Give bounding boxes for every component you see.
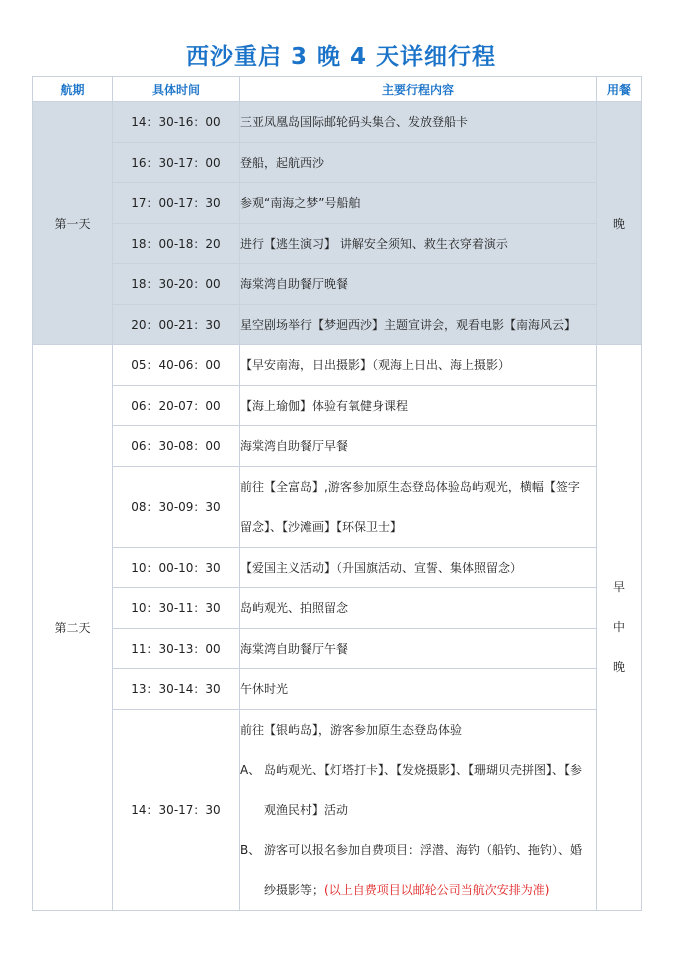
table-row: [33, 264, 642, 305]
row-time: 13：30-14：30: [113, 669, 240, 710]
row-content: 登船，起航西沙: [240, 142, 597, 183]
row-content: 【早安南海，日出摄影】（观海上日出、海上摄影）: [240, 345, 597, 386]
row-time: 17：00-17：30: [113, 183, 240, 224]
table-row: [33, 223, 642, 264]
row-time: 05：40-06：00: [113, 345, 240, 386]
row-content: 海棠湾自助餐厅晚餐: [240, 264, 597, 305]
day2-label: 第二天: [33, 345, 113, 911]
row-time: 16：30-17：00: [113, 142, 240, 183]
option-a-label: A、: [240, 762, 261, 777]
table-row: [33, 102, 642, 143]
row-content: 午休时光: [240, 669, 597, 710]
option-b-label: B、: [240, 842, 261, 857]
table-row: [33, 466, 642, 547]
header-time: 具体时间: [113, 77, 240, 102]
day1-label: 第一天: [33, 102, 113, 345]
row-content: [240, 709, 597, 910]
row-content: [240, 466, 597, 547]
table-row: [33, 142, 642, 183]
row-content: 【爱国主义活动】（升国旗活动、宣誓、集体照留念）: [240, 547, 597, 588]
row-time: 14：30-17：30: [113, 709, 240, 910]
table-row: [33, 345, 642, 386]
row-time: 10：00-10：30: [113, 547, 240, 588]
row-time: 18：30-20：00: [113, 264, 240, 305]
day2-meal: [597, 345, 642, 911]
row-time: 14：30-16：00: [113, 102, 240, 143]
row-time: 08：30-09：30: [113, 466, 240, 547]
meal-dinner: 晚: [612, 660, 625, 675]
option-b: [240, 830, 596, 910]
header-content: 主要行程内容: [240, 77, 597, 102]
row-content: 进行【逃生演习】 讲解安全须知、救生衣穿着演示: [240, 223, 597, 264]
option-b-text: [264, 830, 590, 910]
day1-section: [33, 102, 642, 345]
table-row: [33, 385, 642, 426]
table-row: [33, 628, 642, 669]
day2-section: [33, 345, 642, 911]
row-time: 06：20-07：00: [113, 385, 240, 426]
excursion-intro: 前往【银屿岛】，游客参加原生态登岛体验: [240, 722, 463, 737]
row-time: 06：30-08：00: [113, 426, 240, 467]
table-row: [33, 547, 642, 588]
meal-breakfast: 早: [612, 580, 625, 595]
day1-meal: 晚: [597, 102, 642, 345]
row-content: 海棠湾自助餐厅午餐: [240, 628, 597, 669]
header-day: 航期: [33, 77, 113, 102]
row-content: 参观“南海之梦”号船舶: [240, 183, 597, 224]
option-a-text: 岛屿观光、【灯塔打卡】、【发烧摄影】、【珊瑚贝壳拼图】、【参观渔民村】活动: [264, 762, 583, 817]
table-row: [33, 183, 642, 224]
row-content: 【海上瑜伽】体验有氧健身课程: [240, 385, 597, 426]
table-row: [33, 588, 642, 629]
row-time: 18：00-18：20: [113, 223, 240, 264]
row-content: 三亚凤凰岛国际邮轮码头集合、发放登船卡: [240, 102, 597, 143]
row-time: 11：30-13：00: [113, 628, 240, 669]
row-time: 10：30-11：30: [113, 588, 240, 629]
table-row: [33, 426, 642, 467]
meal-lunch: 中: [612, 620, 625, 635]
option-b-body: 游客可以报名参加自费项目：浮潜、海钓（船钓、拖钓）、婚纱摄影等；: [264, 842, 583, 897]
page-title: 西沙重启 3 晚 4 天详细行程: [185, 44, 497, 70]
table-header-row: [33, 77, 642, 102]
header-meal: 用餐: [597, 77, 642, 102]
row-content-text: 前往【全富岛】,游客参加原生态登岛体验岛屿观光，横幅【签字留念】、【沙滩画】【环保卫士】: [240, 479, 580, 534]
option-a: [240, 750, 596, 830]
table-row: [33, 669, 642, 710]
itinerary-table: [32, 76, 642, 911]
row-content: 岛屿观光、拍照留念: [240, 588, 597, 629]
row-content: 海棠湾自助餐厅早餐: [240, 426, 597, 467]
row-time: 20：00-21：30: [113, 304, 240, 345]
table-row: [33, 709, 642, 910]
row-content: 星空剧场举行【梦迴西沙】主题宣讲会，观看电影【南海风云】: [240, 304, 597, 345]
table-row: [33, 304, 642, 345]
self-pay-note: (以上自费项目以邮轮公司当航次安排为准): [324, 882, 550, 897]
